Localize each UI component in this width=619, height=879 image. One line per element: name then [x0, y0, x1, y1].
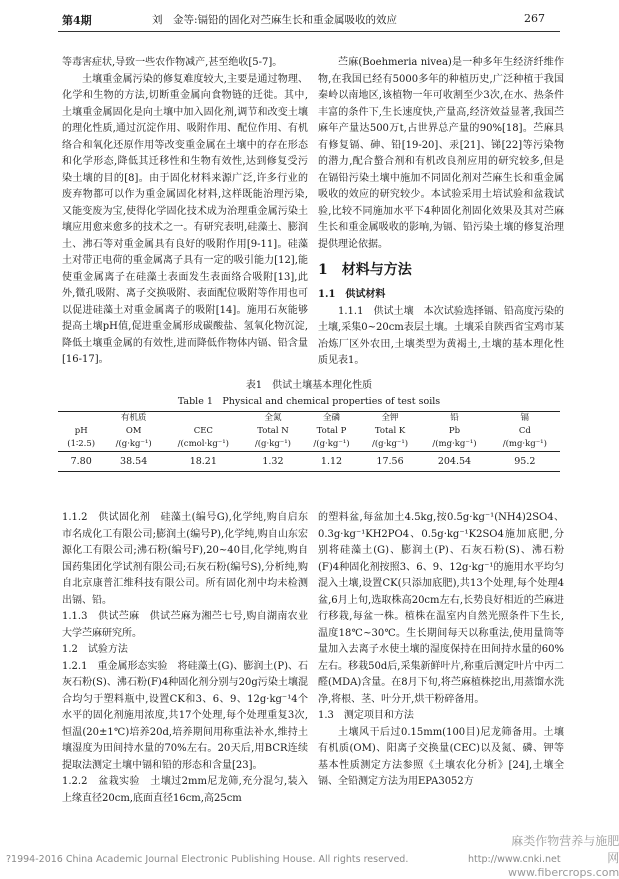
right-column-bottom: [318, 510, 564, 791]
table-header-cn-row: [58, 412, 560, 426]
copyright-notice: ?1994-2016 China Academic Journal Electronic Publishing House. All rights reserved.: [6, 854, 409, 865]
left-column-top: [62, 55, 308, 369]
section-heading: 1.3 测定项目和方法: [318, 710, 414, 721]
paragraph: 苎麻(Boehmeria nivea)是一种多年生经济纤维作物,在我国已经有5000多年的种植历史,广泛种植于我国秦岭以南地区,该植物一年可收割至少3次,在水、热条件丰富的条件下,生长速度快,产量高,经济效益显著,我国苎麻年产量达500万t,占世界总产量的90%[18]。苎麻具有修复镉、砷、铅[19-20]、汞[21]、锑[22]等污染物的潜力,配合螯合剂和有机改良剂应用的研究较多,但是在镉铅污染土壤中施加不同固化剂对苎麻生长和重金属吸收的效应的研究较少。本试验采用土培试验和盆栽试验,比较不同施加水平下4种固化剂固化效果及其对苎麻生长和重金属吸收的影响,为镉、铅污染土壤的修复治理提供理论依据。: [318, 57, 564, 250]
table-cell: 17.56: [361, 452, 420, 472]
paragraph: 等毒害症状,导致一些农作物减产,甚至绝收[5-7]。: [62, 57, 283, 68]
right-column-top: [318, 55, 564, 370]
paragraph: 1.2.2 盆栽实验 土壤过2mm尼龙筛,充分混匀,装入上缘直径20cm,底面直径16cm,高25cm: [62, 776, 308, 804]
column-header-unit: (1∶2.5): [67, 439, 96, 449]
paragraph: 的塑料盆,每盆加土4.5kg,按0.5g·kg⁻¹(NH4)2SO4、0.3g·kg⁻¹KH2PO4、0.5g·kg⁻¹K2SO4施加底肥,分别将硅藻土(G)、膨润土(P)、石灰石粉(S)、沸石粉(F)4种固化剂按照3、6、9、12g·kg⁻¹的施用水平均匀混入土壤,设置CK(只添加底肥),共13个处理,每个处理4盆,6月上旬,选取株高20cm左右,长势良好相近的苎麻进行移栽,每盆一株。植株在温室内自然光照条件下生长,温度18℃~30℃。生长期间每天以称重法,使用量筒等量加入去离子水使土壤的湿度保持在田间持水量的60%左右。移栽50d后,采集新鲜叶片,称重后测定叶片中丙二醛(MDA)含量。在8月下旬,将苎麻植株挖出,用蒸馏水洗净,将根、茎、叶分开,烘干粉碎备用。: [318, 512, 565, 705]
footer-url: http://www.cnki.net: [468, 854, 561, 865]
table-cell: 95.2: [490, 452, 560, 472]
watermark-line1: 麻类作物营养与施肥网: [511, 834, 619, 865]
column-header-unit: /(mg·kg⁻¹): [502, 439, 547, 449]
page-header: [0, 0, 618, 40]
column-header-cn: 铅: [419, 412, 489, 426]
paragraph: 1.1.1 供试土壤 本次试验选择镉、铅高度污染的土壤,采集0~20cm表层土壤。土壤采自陕西省宝鸡市某冶炼厂区外农田,土壤类型为黄褐土,土壤的基本理化性质见表1。: [318, 305, 564, 366]
column-header-en: CEC: [193, 426, 213, 436]
column-header-unit: /(g·kg⁻¹): [371, 439, 409, 449]
table-1: [58, 376, 560, 472]
page-footer: [0, 848, 618, 875]
table-cell: 1.32: [244, 452, 303, 472]
column-header-cn: 全磷: [302, 412, 361, 426]
section-heading: 1 材料与方法: [318, 262, 412, 278]
column-header-en: OM: [125, 426, 142, 436]
section-heading: 1.2 试验方法: [62, 644, 128, 655]
watermark-line2: www.fibercrops.com: [508, 866, 619, 879]
paragraph: 1.2.1 重金属形态实验 将硅藻土(G)、膨润土(P)、石灰石粉(S)、沸石粉(F)4种固化剂分别与20g污染土壤混合均匀于塑料瓶中,设置CK和3、6、9、12g·kg⁻¹4个水平的固化剂施用浓度,共17个处理,每个处理重复3次,恒温(20±1℃)培养20d,培养期间用称重法补水,维持土壤湿度为田间持水量的70%左右。20天后,用BCR连续提取法测定土壤中镉和铅的形态和含量[23]。: [62, 660, 308, 771]
column-header-unit: /(mg·kg⁻¹): [432, 439, 477, 449]
column-header-en: Pb: [448, 426, 461, 436]
column-header-unit: /(g·kg⁻¹): [313, 439, 350, 449]
properties-table: [58, 411, 560, 472]
table-caption-cn: 表1 供试土壤基本理化性质: [245, 380, 373, 391]
paragraph: 土壤重金属污染的修复难度较大,主要是通过物理、化学和生物的方法,切断重金属向食物链的迁徙。其中,土壤重金属固化是向土壤中加入固化剂,调节和改变土壤的理化性质,通过沉淀作用、吸附作用、配位作用、有机络合和氧化还原作用等改变重金属在土壤中的存在形态和化学形态,降低其迁移性和生物有效性,达到修复受污染土壤的目的[8]。由于固化材料来源广泛,许多行业的废弃物都可以作为重金属固化材料,这样既能治理污染,又能变废为宝,使得化学固化技术成为治理重金属污染土壤应用愈来愈多的技术之一。有研究表明,硅藻土、膨润土、沸石等对重金属具有良好的吸附作用[9-11]。硅藻土对带正电荷的重金属离子具有一定的吸引能力[12],能使重金属离子在硅藻土表面发生表面络合吸附[13],此外,微孔吸附、离子交换吸附、表面配位吸附等作用也可以促进硅藻土对重金属离子的吸附[14]。施用石灰能够提高土壤pH值,促进重金属形成碳酸盐、氢氧化物沉淀,降低土壤重金属的有效性,进而降低作物体内镉、铅含量[16-17]。: [62, 73, 308, 365]
table-cell: 1.12: [302, 452, 361, 472]
table-body: [58, 452, 560, 472]
column-header-en: pH: [74, 426, 88, 436]
column-header-cn: 镉: [490, 412, 560, 426]
table-cell: 204.54: [419, 452, 489, 472]
page-number: 267: [524, 12, 545, 25]
column-header-cn: [163, 412, 244, 426]
table-cell: 38.54: [104, 452, 163, 472]
table-header-en-row: [58, 425, 560, 438]
paragraph: 1.1.2 供试固化剂 硅藻土(编号G),化学纯,购自启东市名成化工有限公司;膨润土(编号P),化学纯,购自山东宏源化工有限公司;沸石粉(编号F),20~40目,化学纯,购自国药集团化学试剂有限公司;石灰石粉(编号S),分析纯,购自北京康普汇维科技有限公司。所有固化剂中均未检测出镉、铅。: [62, 512, 308, 606]
column-header-en: Cd: [518, 426, 531, 436]
table-cell: 18.21: [163, 452, 244, 472]
table-row: [58, 452, 560, 472]
column-header-en: Total P: [316, 426, 347, 436]
column-header-cn: 全氮: [244, 412, 303, 426]
paragraph: 1.1.3 供试苎麻 供试苎麻为湘苎七号,购自湖南农业大学苎麻研究所。: [62, 611, 308, 639]
left-column-bottom: [62, 510, 308, 807]
section-heading: 1.1 供试材料: [318, 289, 386, 300]
column-header-en: Total K: [374, 426, 406, 436]
column-header-cn: [58, 412, 104, 426]
table-caption-en: Table 1 Physical and chemical properties of test soils: [177, 396, 441, 407]
paragraph: 土壤风干后过0.15mm(100目)尼龙筛备用。土壤有机质(OM)、阳离子交换量(CEC)以及氮、磷、钾等基本性质测定方法参照《土壤农化分析》[24],土壤全镉、全铅测定方法为用EPA3052方: [318, 726, 564, 787]
column-header-cn: 全钾: [361, 412, 420, 426]
issue-number: 第4期: [62, 14, 92, 27]
column-header-unit: /(g·kg⁻¹): [254, 439, 291, 449]
column-header-unit: /(cmol·kg⁻¹): [177, 439, 229, 449]
column-header-cn: 有机质: [104, 412, 163, 426]
running-title: 刘 金等:镉铅的固化对苎麻生长和重金属吸收的效应: [152, 14, 398, 26]
table-header-unit-row: [58, 438, 560, 452]
header-rule: [58, 31, 560, 32]
table-cell: 7.80: [58, 452, 104, 472]
column-header-en: Total N: [257, 426, 289, 436]
column-header-unit: /(g·kg⁻¹): [115, 439, 152, 449]
